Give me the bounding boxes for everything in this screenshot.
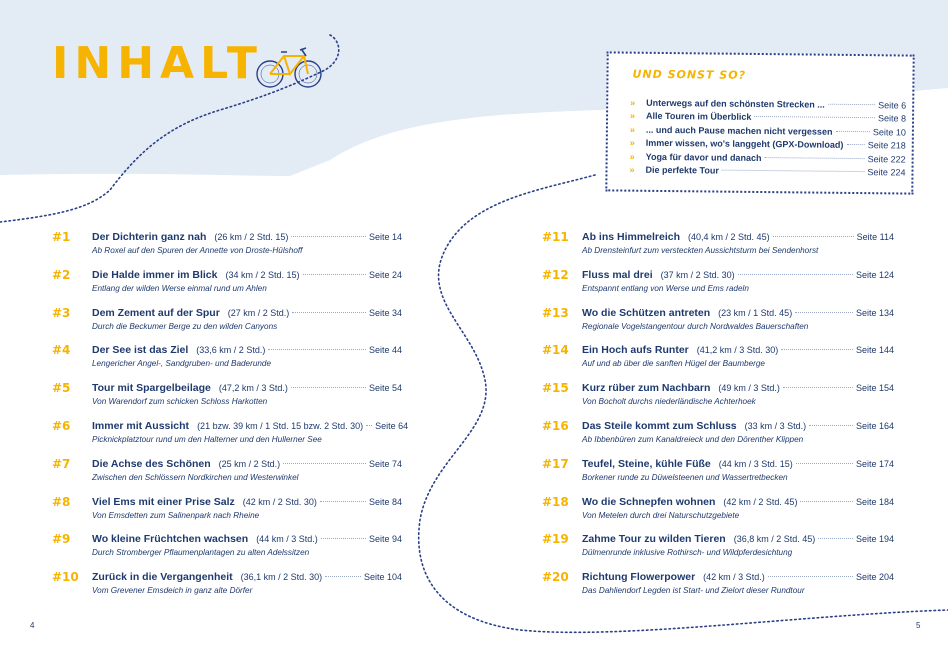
tour-number: #7: [52, 456, 71, 471]
extra-item-page: Seite 10: [872, 126, 906, 138]
tour-subtitle: Durch die Beckumer Berge zu den wilden Canyons: [92, 321, 278, 331]
tour-page: Seite 44: [368, 345, 402, 356]
tour-number: #15: [542, 381, 569, 396]
tour-number: #9: [52, 532, 71, 547]
page-title: INHALT: [52, 38, 263, 89]
tour-number: #8: [52, 494, 71, 509]
tour-page: Seite 184: [855, 496, 894, 507]
tour-subtitle: Entlang der wilden Werse einmal rund um Ahlen: [92, 283, 267, 293]
tour-title: Fluss mal drei: [582, 268, 653, 281]
tour-meta: (23 km / 1 Std. 45): [718, 307, 793, 318]
tour-number: #5: [52, 381, 71, 396]
tour-meta: (33 km / 3 Std.): [744, 420, 807, 431]
tour-number: #16: [542, 418, 569, 433]
leader-dots: [366, 425, 372, 426]
leader-dots: [764, 157, 864, 159]
tour-subtitle: Picknickplatztour rund um den Halterner und den Hullerner See: [92, 434, 322, 444]
extra-item-label: Immer wissen, wo's langgeht (GPX-Download): [645, 137, 844, 151]
tour-number: #13: [542, 305, 569, 320]
tour-title: Zahme Tour zu wilden Tieren: [582, 533, 726, 546]
leader-dots: [783, 387, 853, 388]
tour-subtitle: Regionale Vogelstangentour durch Nordwaldes Bauerschaften: [582, 321, 809, 331]
tour-meta: (25 km / 2 Std.): [218, 458, 281, 469]
tour-entry[interactable]: [542, 268, 894, 306]
tour-title: Immer mit Aussicht: [92, 419, 190, 432]
tour-entry[interactable]: [52, 532, 402, 570]
leader-dots: [283, 463, 366, 464]
tour-number: #2: [52, 267, 71, 282]
tour-page: Seite 14: [368, 232, 402, 242]
tour-entry[interactable]: [542, 457, 894, 495]
leader-dots: [846, 144, 864, 145]
tour-meta: (47,2 km / 3 Std.): [218, 383, 288, 394]
tour-subtitle: Von Emsdetten zum Salinenpark nach Rheine: [92, 510, 260, 520]
tour-page: Seite 124: [855, 269, 894, 280]
tour-entry[interactable]: [542, 343, 894, 381]
extra-title: UND SONST SO?: [632, 67, 747, 82]
tour-entry[interactable]: [542, 230, 894, 268]
leader-dots: [303, 274, 366, 275]
tour-page: Seite 24: [368, 269, 402, 280]
leader-dots: [291, 236, 366, 237]
tour-meta: (49 km / 3 Std.): [718, 383, 780, 394]
tour-meta: (36,1 km / 2 Std. 30): [240, 572, 323, 583]
leader-dots: [828, 104, 875, 105]
leader-dots: [268, 349, 366, 350]
tour-page: Seite 64: [375, 420, 409, 431]
tour-meta: (34 km / 2 Std. 15): [225, 269, 300, 280]
tour-number: #1: [52, 230, 71, 244]
tour-subtitle: Von Metelen durch drei Naturschutzgebiete: [582, 510, 740, 520]
tour-page: Seite 104: [363, 572, 402, 583]
tour-title: Zurück in die Vergangenheit: [92, 571, 233, 584]
tour-title: Das Steile kommt zum Schluss: [582, 419, 737, 432]
extra-item-page: Seite 222: [867, 153, 906, 165]
page-number-left: 4: [30, 621, 35, 630]
tour-subtitle: Auf und ab über die sanften Hügel der Baumberge: [582, 359, 765, 369]
tour-meta: (42 km / 2 Std. 30): [242, 496, 317, 507]
tour-page: Seite 154: [855, 383, 894, 394]
tour-page: Seite 134: [855, 307, 894, 318]
tour-meta: (33,6 km / 2 Std.): [196, 345, 266, 356]
tour-title: Wo die Schnepfen wohnen: [582, 495, 716, 508]
tour-entry[interactable]: [542, 419, 894, 457]
extra-item-page: Seite 218: [867, 140, 906, 151]
tour-entry[interactable]: [542, 532, 894, 570]
tour-subtitle: Das Dahliendorf Legden ist Start- und Zielort dieser Rundtour: [582, 586, 805, 596]
tour-subtitle: Vom Grevener Emsdeich in ganz alte Dörfer: [92, 586, 253, 596]
tour-subtitle: Lengericher Angel-, Sandgruben- und Baderunde: [92, 359, 272, 369]
tour-number: #12: [542, 267, 569, 282]
tour-number: #11: [542, 230, 569, 244]
tour-subtitle: Dülmenrunde inklusive Rothirsch- und Wildpferdesichtung: [582, 548, 793, 558]
extra-item-page: Seite 6: [878, 100, 907, 111]
tour-page: Seite 84: [368, 496, 402, 507]
leader-dots: [809, 425, 853, 426]
tour-title: Kurz rüber zum Nachbarn: [582, 382, 711, 395]
tour-entry[interactable]: [542, 381, 894, 419]
double-chevron-icon: »: [630, 111, 636, 122]
leader-dots: [320, 501, 366, 502]
leader-dots: [796, 463, 853, 464]
tour-title: Wo die Schützen antreten: [582, 306, 711, 319]
double-chevron-icon: »: [629, 151, 635, 162]
tour-title: Die Halde immer im Blick: [92, 268, 218, 281]
extra-item-page: Seite 8: [877, 113, 907, 124]
tour-page: Seite 174: [855, 458, 894, 469]
tour-number: #20: [542, 570, 569, 585]
tour-meta: (44 km / 3 Std.): [256, 534, 318, 545]
tour-title: Richtung Flowerpower: [582, 571, 696, 584]
tour-title: Dem Zement auf der Spur: [92, 306, 220, 319]
extra-box: [605, 51, 914, 194]
extra-item-label: Unterwegs auf den schönsten Strecken ...: [646, 97, 825, 110]
leader-dots: [754, 116, 875, 118]
extra-item-label: Yoga für davor und danach: [645, 151, 762, 163]
tour-subtitle: Zwischen den Schlössern Nordkirchen und Westerwinkel: [92, 472, 299, 482]
tour-entry[interactable]: [52, 306, 402, 344]
extra-item[interactable]: [629, 165, 905, 181]
double-chevron-icon: »: [630, 97, 636, 108]
tour-number: #3: [52, 305, 71, 320]
tour-title: Wo kleine Früchtchen wachsen: [92, 533, 249, 546]
tour-entry[interactable]: [52, 230, 402, 268]
tour-page: Seite 114: [856, 232, 894, 242]
tour-entry[interactable]: [52, 457, 402, 495]
tour-title: Viel Ems mit einer Prise Salz: [92, 495, 235, 508]
tour-meta: (21 bzw. 39 km / 1 Std. 15 bzw. 2 Std. 30): [197, 420, 364, 431]
tour-subtitle: Von Bocholt durchs niederländische Achterhoek: [582, 397, 756, 407]
leader-dots: [835, 131, 869, 132]
tour-entry[interactable]: [52, 268, 402, 306]
tour-meta: (26 km / 2 Std. 15): [214, 232, 289, 242]
tour-entry[interactable]: [542, 306, 894, 344]
tour-subtitle: Entspannt entlang von Werse und Ems radeln: [582, 283, 749, 293]
leader-dots: [781, 349, 853, 350]
tour-meta: (40,4 km / 2 Std. 45): [688, 232, 770, 242]
tour-entry[interactable]: [52, 343, 402, 381]
tour-subtitle: Ab Ibbenbüren zum Kanaldreieck und den Dörenther Klippen: [582, 434, 804, 444]
tour-title: Der See ist das Ziel: [92, 344, 189, 357]
tour-title: Ein Hoch aufs Runter: [582, 344, 689, 357]
leader-dots: [795, 312, 853, 313]
tour-page: Seite 54: [368, 383, 402, 394]
tour-entry[interactable]: [542, 495, 894, 533]
bicycle-icon: [254, 42, 324, 90]
tour-subtitle: Durch Stromberger Pflaumenplantagen zu alten Adelssitzen: [92, 548, 310, 558]
leader-dots: [321, 538, 366, 539]
tour-title: Die Achse des Schönen: [92, 457, 211, 470]
tour-meta: (36,8 km / 2 Std. 45): [733, 534, 816, 545]
double-chevron-icon: »: [629, 164, 635, 175]
tour-meta: (42 km / 2 Std. 45): [723, 496, 798, 507]
tour-page: Seite 74: [368, 458, 402, 469]
tour-title: Ab ins Himmelreich: [582, 231, 681, 243]
leader-dots: [768, 576, 853, 577]
tour-list-left: [52, 230, 409, 608]
tour-meta: (44 km / 3 Std. 15): [718, 458, 793, 469]
extra-item-page: Seite 224: [867, 167, 906, 178]
tour-list-right: [542, 230, 894, 608]
double-chevron-icon: »: [629, 137, 635, 148]
tour-number: #10: [52, 570, 79, 585]
leader-dots: [818, 538, 853, 539]
tour-number: #6: [52, 418, 71, 433]
leader-dots: [325, 576, 361, 577]
tour-page: Seite 34: [368, 307, 402, 318]
tour-meta: (37 km / 2 Std. 30): [660, 269, 735, 280]
tour-entry[interactable]: [52, 381, 402, 419]
tour-meta: (42 km / 3 Std.): [703, 572, 765, 583]
page-number-right: 5: [916, 621, 921, 630]
tour-number: #19: [542, 532, 569, 547]
extra-item-label: Alle Touren im Überblick: [646, 111, 752, 123]
extra-item-label: ... und auch Pause machen nicht vergessen: [645, 124, 833, 137]
tour-number: #17: [542, 456, 569, 471]
tour-title: Tour mit Spargelbeilage: [92, 382, 211, 395]
tour-number: #14: [542, 343, 569, 358]
tour-subtitle: Ab Drensteinfurt zum versteckten Aussichtsturm bei Sendenhorst: [582, 246, 819, 255]
leader-dots: [800, 501, 853, 502]
leader-dots: [738, 274, 853, 275]
tour-meta: (27 km / 2 Std.): [227, 307, 290, 318]
leader-dots: [773, 236, 854, 237]
tour-number: #18: [542, 494, 569, 509]
tour-page: Seite 194: [855, 534, 894, 545]
leader-dots: [292, 312, 366, 313]
tour-meta: (41,2 km / 3 Std. 30): [696, 345, 779, 356]
leader-dots: [722, 170, 865, 172]
tour-number: #4: [52, 343, 71, 358]
tour-page: Seite 94: [368, 534, 402, 545]
tour-page: Seite 144: [855, 345, 894, 356]
tour-entry[interactable]: [52, 495, 402, 533]
tour-title: Teufel, Steine, kühle Füße: [582, 457, 711, 470]
extra-list: [629, 98, 906, 181]
tour-title: Der Dichterin ganz nah: [92, 231, 207, 243]
tour-subtitle: Von Warendorf zum schicken Schloss Harkotten: [92, 397, 268, 407]
extra-item-label: Die perfekte Tour: [645, 164, 719, 176]
tour-page: Seite 204: [855, 572, 894, 583]
tour-subtitle: Ab Roxel auf den Spuren der Annette von Droste-Hülshoff: [92, 246, 303, 255]
tour-page: Seite 164: [855, 420, 894, 431]
double-chevron-icon: »: [629, 124, 635, 135]
tour-entry[interactable]: [52, 418, 409, 457]
tour-entry[interactable]: [542, 570, 894, 608]
tour-subtitle: Borkener runde zu Düwelsteenen und Wassertretbecken: [582, 472, 788, 482]
tour-entry[interactable]: [52, 570, 402, 608]
leader-dots: [291, 387, 366, 388]
